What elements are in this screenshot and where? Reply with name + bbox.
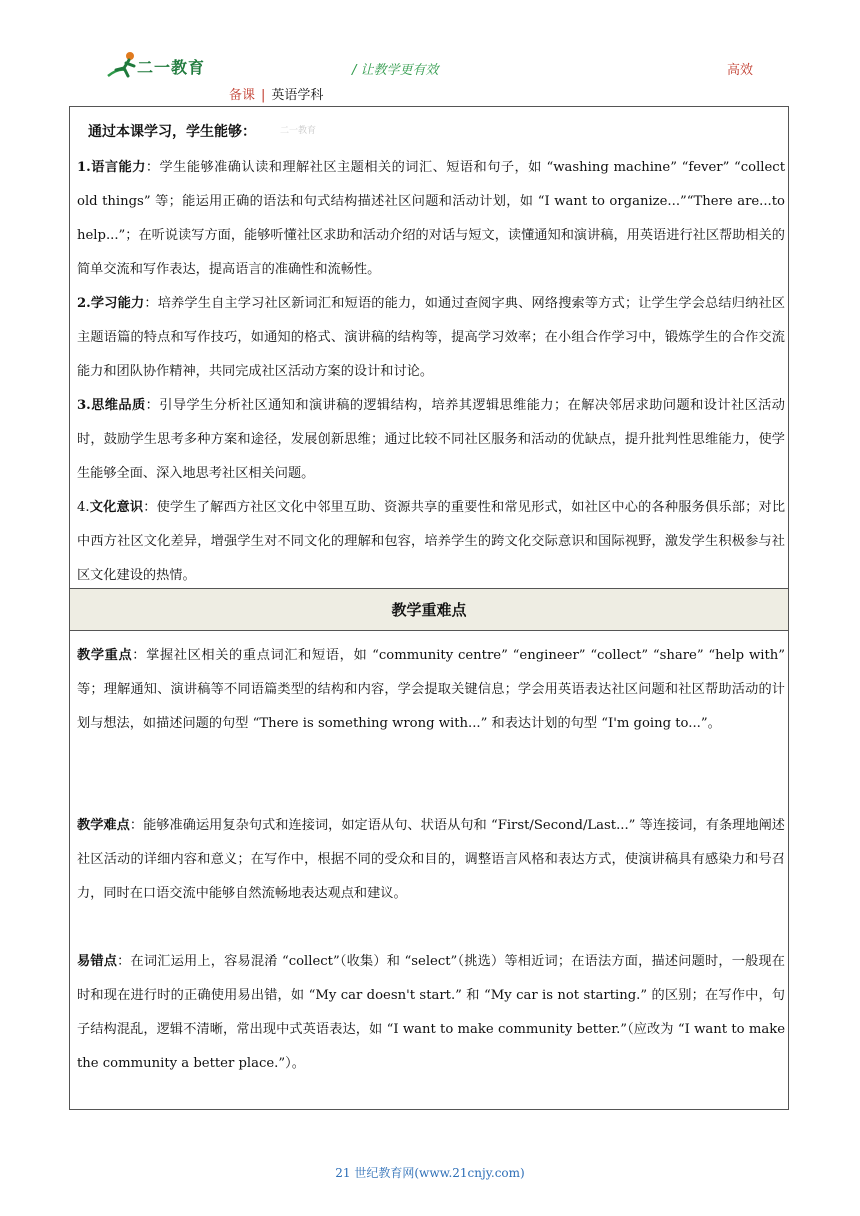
objective-thinking — [77, 389, 785, 491]
objective-culture — [77, 491, 785, 593]
key-points-banner: 教学重难点 — [70, 589, 788, 631]
objectives-intro: 通过本课学习，学生能够： — [88, 124, 256, 140]
objective-text: ：引导学生分析社区通知和演讲稿的逻辑结构，培养其逻辑思维能力；在解决邻居求助问题和设计社区活动时，鼓励学生思考多种方案和途径，发展创新思维；通过比较不同社区服务和活动的优缺点，提升批判性思维能力，使学生能够全面、深入地思考社区相关问题。 — [77, 398, 785, 481]
page-header — [0, 0, 860, 108]
key-point-label: 易错点 — [77, 954, 118, 969]
objective-number: 4. — [77, 500, 90, 515]
objective-text: ：学生能够准确认读和理解社区主题相关的词汇、短语和句子，如 “washing machine” “fever” “collect old things” 等；能运用正确的语法和句式结构描述社区问题和活动计划，如 “I want to organize...”“There are...to help...”；在听说读写方面，能够听懂社区求助和活动介绍的对话与短文，读懂通知和演讲稿，用英语进行社区帮助相关的简单交流和写作表达，提高语言的准确性和流畅性。 — [77, 160, 785, 277]
key-point-text: ：能够准确运用复杂句式和连接词，如定语从句、状语从句和 “First/Second/Last...” 等连接词，有条理地阐述社区活动的详细内容和意义；在写作中，根据不同的受众和目的，调整语言风格和表达方式，使演讲稿具有感染力和号召力，同时在口语交流中能够自然流畅地表达观点和建议。 — [77, 818, 785, 901]
teaching-focus — [77, 639, 785, 741]
slogan: / 让教学更有效 — [352, 63, 439, 78]
category-label: 备课 — [229, 88, 256, 103]
objectives-section — [70, 107, 788, 589]
objective-label: 文化意识 — [89, 500, 144, 515]
key-point-text: ：掌握社区相关的重点词汇和短语，如 “community centre” “engineer” “collect” “share” “help with” 等；理解通知、演讲稿等不同语篇类型的结构和内容，学会提取关键信息；学会用英语表达社区问题和社区帮助活动的计划与想法，如描述问题的句型 “There is something wrong with...” 和表达计划的句型 “I'm going to...”。 — [77, 648, 785, 731]
separator: | — [261, 88, 266, 103]
page-footer: 21 世纪教育网(www.21cnjy.com) — [335, 1166, 525, 1180]
watermark-stamp: 二一教育 — [280, 126, 317, 136]
objective-label: 3.思维品质 — [77, 398, 146, 413]
subheading — [229, 84, 323, 103]
key-point-label: 教学重点 — [77, 648, 133, 663]
slogan-efficient: 高效 — [727, 63, 754, 78]
objective-label: 1.语言能力 — [77, 160, 146, 175]
key-point-label: 教学难点 — [77, 818, 130, 833]
key-point-text: ：在词汇运用上，容易混淆 “collect”（收集）和 “select”（挑选）等相近词；在语法方面，描述问题时，一般现在时和现在进行时的正确使用易出错，如 “My car doesn't start.” 和 “My car is not starting.” 的区别；在写作中，句子结构混乱，逻辑不清晰，常出现中式英语表达，如 “I want to make community better.”（应改为 “I want to make the community a better place.”）。 — [77, 954, 785, 1071]
objective-learning — [77, 287, 785, 389]
objective-text: ：培养学生自主学习社区新词汇和短语的能力，如通过查阅字典、网络搜索等方式；让学生学会总结归纳社区主题语篇的特点和写作技巧，如通知的格式、演讲稿的结构等，提高学习效率；在小组合作学习中，锻炼学生的合作交流能力和团队协作精神，共同完成社区活动方案的设计和讨论。 — [77, 296, 785, 379]
logo-text: 二一教育 — [137, 58, 206, 77]
common-errors — [77, 945, 785, 1081]
teaching-difficulty — [77, 809, 785, 911]
objective-language — [77, 151, 785, 287]
lesson-table — [69, 106, 789, 1110]
subject-label: 英语学科 — [271, 88, 324, 103]
key-points-section — [70, 631, 788, 1109]
objective-text: ：使学生了解西方社区文化中邻里互助、资源共享的重要性和常见形式，如社区中心的各种服务俱乐部；对比中西方社区文化差异，增强学生对不同文化的理解和包容，培养学生的跨文化交际意识和国际视野，激发学生积极参与社区文化建设的热情。 — [77, 500, 786, 583]
objective-label: 2.学习能力 — [77, 296, 145, 311]
